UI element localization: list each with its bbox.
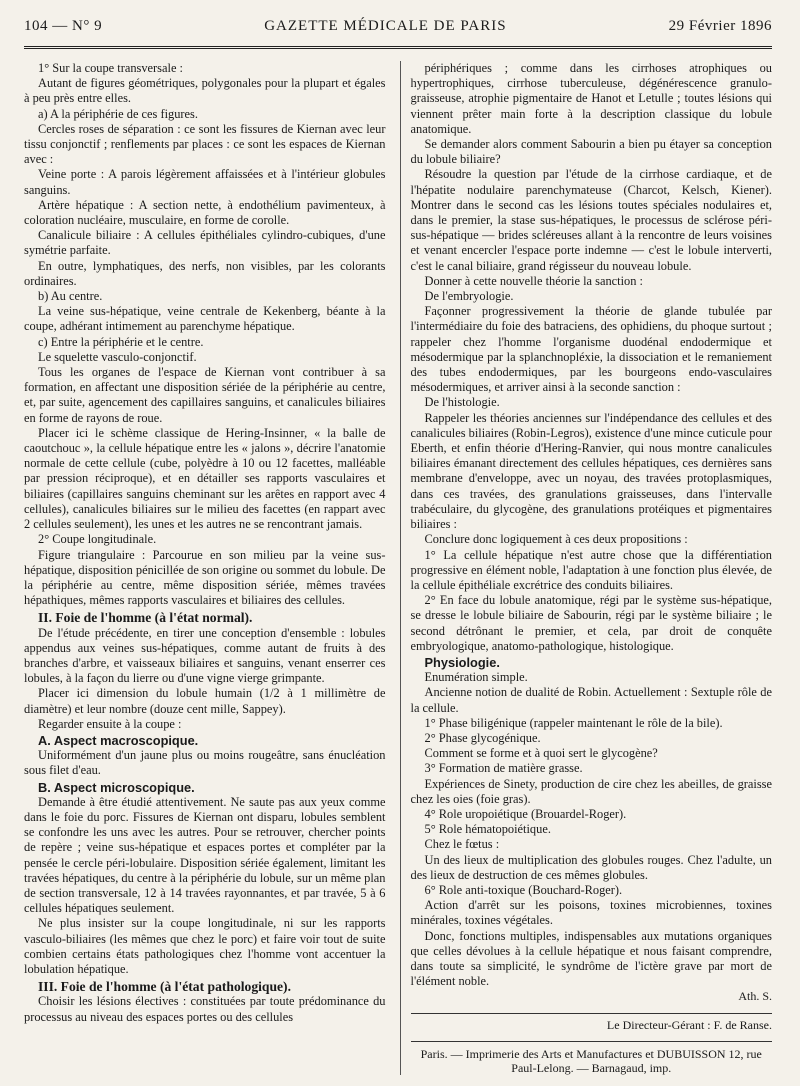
paragraph: Donner à cette nouvelle théorie la sanction : [424,273,643,288]
paragraph: Artère hépatique : A section nette, à endothélium pavimenteux, à coloration nucléaire, musculaire, en forme de corolle. [24,197,386,228]
paragraph: Le squelette vasculo-conjonctif. [38,349,197,364]
paragraph: Placer ici le schème classique de Hering-Insinner, « la balle de caoutchouc », la cellule hépatique entre les « jalons », décrire l'anatomie normale de cette cellule (cube, polyèdre à 10 ou 12 facettes, malléable par pression réciproque), et en détailler ses rapports vasculaires et biliaires (capillaires sanguins cheminant sur les arêtes en rapport avec 4 cellules), canalicules biliaires sur le milieu des facettes (en rappart avec 2 cellules seulement), les unes et les autres ne se rencontrant jamais. [24,425,386,532]
paragraph: Chez le fœtus : [424,837,500,852]
paragraph: périphériques ; comme dans les cirrhoses atrophiques ou hypertrophiques, cirrhose tuberculeuse, dégénérescence granulo-graisseuse, atrophie pigmentaire de Hanot et Letulle ; toutes lésions qui viennent prêter main forte à la description classique du lobule anatomique. [410,61,772,136]
subsection-heading: Physiologie. [424,654,500,670]
paragraph: Un des lieux de multiplication des globules rouges. Chez l'adulte, un des lieux de destruction de ces mêmes globules. [410,852,772,882]
paragraph: 4° Role uropoiétique (Brouardel-Roger). [424,806,627,821]
paragraph: Enumération simple. [424,670,528,685]
right-column [400,61,773,1075]
paragraph: 5° Role hématopoiétique. [424,822,551,837]
paragraph: Se demander alors comment Sabourin a bien pu étayer sa conception du lobule biliaire? [410,137,772,167]
subsection-heading: A. Aspect macroscopique. [38,732,199,748]
paragraph: 2° Coupe longitudinale. [38,532,157,547]
article-columns [24,61,772,1075]
director-line: Le Directeur-Gérant : F. de Ranse. [411,1013,773,1033]
paragraph: De l'étude précédente, en tirer une conception d'ensemble : lobules appendus aux veines sus-hépatiques, comme autant de fruits à des branches d'arbre, et vaisseaux biliaires et sanguins, venant enserrer ces lobules, à la façon du lierre ou d'une vigne vierge grimpante. [24,625,386,686]
paragraph: Demande à être étudié attentivement. Ne saute pas aux yeux comme dans le foie du porc. Fissures de Kiernan ont disparu, lobules semblent se confondre les uns avec les autres. Pour se retrouver, chercher points de repère ; veine sus-hépatique et espaces portes et compléter par la pensée le cercle péri-lobulaire. Disposition sériée également, limitant les travées hépatiques, du centre à la périphérie du lobule, sur un même plan de section transversale, 12 à 14 travées rayonnantes, et par travée, 5 à 6 cellules hépatiques seulement. [24,794,386,916]
section-heading: III. Foie de l'homme (à l'état pathologique). [38,979,291,995]
paragraph: 1° Phase biligénique (rappeler maintenant le rôle de la bile). [424,715,723,730]
issue-date: 29 Février 1896 [668,18,772,34]
paragraph: Tous les organes de l'espace de Kiernan vont contribuer à sa formation, en affectant une disposition sériée de la périphérie au centre, et, par suite, agencement des capillaires sanguins, et canalicules biliaires en forme de rayons de roue. [24,365,386,425]
imprint-line: Paris. — Imprimerie des Arts et Manufactures et DUBUISSON 12, rue Paul-Lelong. — Barnagaud, imp. [411,1041,773,1075]
paragraph: b) Au centre. [38,289,103,304]
paragraph: 2° Phase glycogénique. [424,730,541,745]
paragraph: Comment se forme et à quoi sert le glycogène? [424,746,658,761]
paragraph: Donc, fonctions multiples, indispensables aux mutations organiques que celles dévolues à la cellule hépatique et nous faisant comprendre, dans toute sa simplicité, le syndrôme de l'ictère grave par mort de l'élément noble. [410,928,772,989]
paragraph: De l'histologie. [424,395,500,410]
header-rule [24,46,772,51]
section-heading: II. Foie de l'homme (à l'état normal). [38,610,253,626]
paragraph: Figure triangulaire : Parcourue en son milieu par la veine sus-hépatique, disposition pénicillée de son origine ou sommet du lobule. De la périphérie au centre, même disposition sériée, mêmes travées hépathiques, mêmes rapports vasculaires et biliaires des cellules. [24,547,386,608]
paragraph: Autant de figures géométriques, polygonales pour la plupart et égales à peu près entre elles. [24,76,386,106]
page-number: 104 — N° 9 [24,18,103,34]
paragraph: Choisir les lésions électives : constituées par toute prédominance du processus au niveau des espaces portes ou des cellules [24,994,386,1024]
paragraph: Canalicule biliaire : A cellules épithéliales cylindro-cubiques, d'une symétrie parfaite. [24,228,386,258]
paragraph: 1° La cellule hépatique n'est autre chose que la différentiation progressive en élément noble, l'adaptation à une fonction plus élevée, de la cellule épithéliale excrétrice des conduits biliaires. [410,547,772,592]
paragraph: Ne plus insister sur la coupe longitudinale, ni sur les rapports vasculo-biliaires (les mêmes que chez le porc) et faire voir tout de suite combien certains états pathologiques chez l'homme vont accentuer la lobulation hépatique. [24,916,386,976]
subsection-heading: B. Aspect microscopique. [38,779,195,795]
paragraph: Expériences de Sinety, production de cire chez les abeilles, de graisse chez les oies (foie gras). [410,776,772,806]
paragraph: Action d'arrêt sur les poisons, toxines microbiennes, toxines minérales, toxines végétales. [410,898,772,928]
paragraph: Veine porte : A parois légèrement affaissées et à l'intérieur globules sanguins. [24,167,386,197]
paragraph: Uniformément d'un jaune plus ou moins rougeâtre, sans énucléation sous filet d'eau. [24,748,386,778]
paragraph: 2° En face du lobule anatomique, régi par le système sus-hépatique, se dresse le lobule biliaire de Sabourin, régi par le système biliaire ; le second détrônant le premier, et cela, par droit de conquête embryologique, anatomo-pathologique, histologique. [410,593,772,653]
paragraph: De l'embryologie. [424,289,514,304]
paragraph: La veine sus-hépatique, veine centrale de Kekenberg, béante à la coupe, adhérant intimement au parenchyme hépatique. [24,304,386,334]
paragraph: Résoudre la question par l'étude de la cirrhose cardiaque, et de l'hépatite nodulaire parenchymateuse (Charcot, Kelsch, Kiener). Montrer dans le second cas les lésions toutes spéciales nodulaires et, dans le premier, la stase sus-hépatiques, le processus de sclérose péri-sus-hépatique — brides scléreuses allant à la rencontre de leurs voisines et venant encercler l'espace porte indemne — c'est le lobule interverti, c'est le canal biliaire, grand régisseur du nouveau lobule. [410,167,772,273]
paragraph: Ancienne notion de dualité de Robin. Actuellement : Sextuple rôle de la cellule. [410,685,772,715]
paragraph: a) A la périphérie de ces figures. [38,106,198,121]
paragraph: Rappeler les théories anciennes sur l'indépendance des cellules et des canalicules biliaires (Robin-Legros), existence d'une mince cuticule pour Eberth, et enfin théorie d'Hering-Ranvier, qui nous montre canalicules biliaires émanant directement des cellules hépatiques, ces dernières sans membrane d'enveloppe, avec un noyau, des travées protoplasmiques, dans ces travées, des granulations graisseuses, dans l'intervalle trabéculaire, du glycogène, des granulations protéiques et pigmentaires biliaires : [410,410,772,532]
page-header [24,0,772,40]
paragraph: Cercles roses de séparation : ce sont les fissures de Kiernan avec leur tissu conjonctif ; renflements par places : ce sont les espaces de Kiernan avec : [24,121,386,167]
paragraph: Conclure donc logiquement à ces deux propositions : [424,532,688,547]
paragraph: 1° Sur la coupe transversale : [38,61,183,75]
paragraph: 3° Formation de matière grasse. [424,761,583,776]
journal-title: GAZETTE MÉDICALE DE PARIS [264,18,507,34]
paragraph: c) Entre la périphérie et le centre. [38,334,204,349]
paragraph: Placer ici dimension du lobule humain (1/2 à 1 millimètre de diamètre) et leur nombre (douze cent mille, Sappey). [24,686,386,716]
paragraph: 6° Role anti-toxique (Bouchard-Roger). [424,882,623,897]
paragraph: Façonner progressivement la théorie de glande tubulée par l'intermédiaire du foie des batraciens, des ophidiens, du phoque surtout ; rappeler chez l'homme l'organisme duodénal endodermique et mésodermique par la splanchnopléxie, la dissociation et le remaniement des tubes endodermiques, par les bourgeons endo-vasculaires mésodermiques, et arriver ainsi à la seconde sanction : [410,304,772,395]
left-column [24,61,386,1075]
paragraph: Regarder ensuite à la coupe : [38,716,182,731]
paragraph: En outre, lymphatiques, des nerfs, non visibles, par les colorants ordinaires. [24,258,386,288]
author-signature: Ath. S. [738,989,772,1004]
